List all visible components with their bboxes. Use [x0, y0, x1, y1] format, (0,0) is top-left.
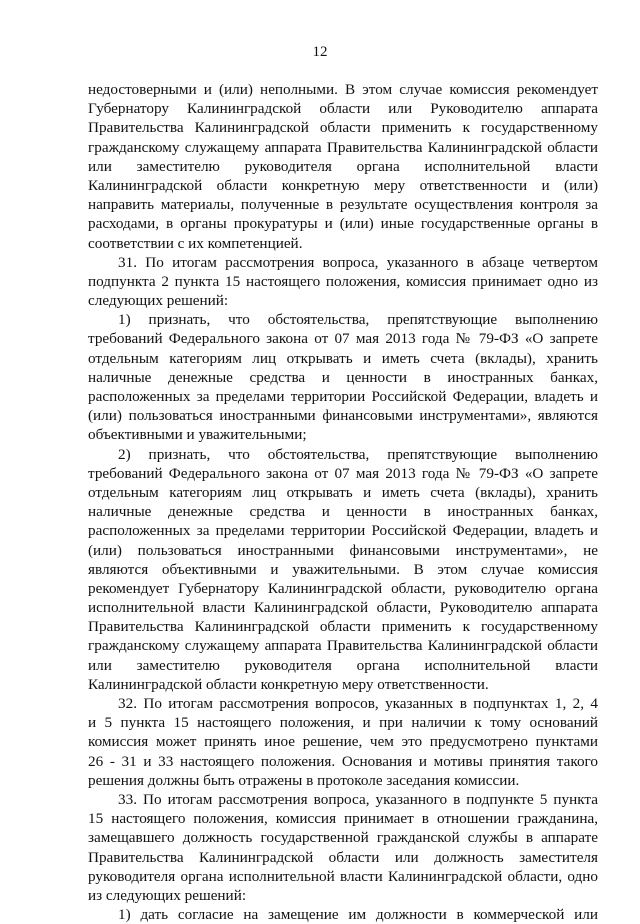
text-line: Губернатору Калининградской области или Руководителю аппарата	[88, 100, 598, 118]
text-line: 15 настоящего положения, комиссия принимает в отношении гражданина,	[88, 810, 598, 828]
text-line: 1) признать, что обстоятельства, препятствующие выполнению	[118, 311, 598, 329]
text-line: или заместителю руководителя органа исполнительной власти	[88, 656, 598, 674]
text-line: требований Федерального закона от 07 мая 2013 года № 79-ФЗ «О запрете	[88, 464, 598, 482]
text-line: отдельным категориям лиц открывать и иметь счета (вклады), хранить	[88, 349, 598, 367]
text-line: наличные денежные средства и ценности в иностранных банках,	[88, 368, 598, 386]
text-line: недостоверными и (или) неполными. В этом случае комиссия рекомендует	[88, 81, 598, 98]
text-line: исполнительной власти Калининградской области, Руководителю аппарата	[88, 599, 598, 617]
text-line: (или) пользоваться иностранными финансовыми инструментами», являются	[88, 407, 598, 425]
text-line: расходами, в органы прокуратуры и (или) иные государственные органы в	[88, 215, 598, 233]
text-line: 32. По итогам рассмотрения вопросов, указанных в подпунктах 1, 2, 4	[118, 695, 598, 712]
text-line: 33. По итогам рассмотрения вопроса, указанного в подпункте 5 пункта	[118, 790, 598, 808]
text-line: требований Федерального закона от 07 мая 2013 года № 79-ФЗ «О запрете	[88, 330, 598, 348]
text-line: решения должны быть отражены в протоколе заседания комиссии.	[88, 771, 520, 789]
text-line: направить материалы, полученные в результате осуществления контроля за	[88, 196, 598, 214]
text-line: расположенных за пределами территории Российской Федерации, владеть и	[88, 388, 598, 405]
text-line: гражданскому служащему аппарата Правительства Калининградской области	[88, 138, 598, 156]
text-line: или заместителю руководителя органа исполнительной власти	[88, 157, 598, 175]
text-line: отдельным категориям лиц открывать и иметь счета (вклады), хранить	[88, 483, 598, 501]
text-line: и 5 пункта 15 настоящего положения, и при наличии к тому оснований	[88, 714, 598, 732]
text-line: рекомендует Губернатору Калининградской области, руководителю органа	[88, 579, 598, 597]
text-line: из следующих решений:	[88, 886, 247, 904]
text-line: 2) признать, что обстоятельства, препятствующие выполнению	[118, 445, 598, 463]
body-text	[88, 80, 598, 924]
text-line: подпункта 2 пункта 15 настоящего положения, комиссия принимает одно из	[88, 272, 598, 290]
text-line: Правительства Калининградской области или должность заместителя	[88, 848, 598, 866]
text-line: Калининградской области конкретную меру ответственности.	[88, 675, 489, 693]
text-line: 31. По итогам рассмотрения вопроса, указанного в абзаце четвертом	[118, 253, 598, 271]
text-line: Правительства Калининградской области применить к государственному	[88, 618, 598, 636]
text-line: (или) пользоваться иностранными финансовыми инструментами», не	[88, 541, 598, 559]
page-number: 12	[312, 44, 328, 60]
text-line: Правительства Калининградской области применить к государственному	[88, 119, 598, 137]
text-line: Калининградской области конкретную меру ответственности и (или)	[88, 176, 598, 194]
text-line: следующих решений:	[88, 292, 229, 310]
text-line: 1) дать согласие на замещение им должности в коммерческой или	[118, 906, 598, 924]
text-line: наличные денежные средства и ценности в иностранных банках,	[88, 503, 598, 521]
text-line: руководителя органа исполнительной власти Калининградской области, одно	[88, 867, 598, 885]
text-line: являются объективными и уважительными. В этом случае комиссия	[88, 560, 598, 578]
text-line: расположенных за пределами территории Российской Федерации, владеть и	[88, 522, 598, 540]
text-line: замещавшего должность государственной гражданской службы в аппарате	[88, 829, 598, 847]
text-line: гражданскому служащему аппарата Правительства Калининградской области	[88, 637, 598, 655]
text-line: комиссия может принять иное решение, чем это предусмотрено пунктами	[88, 733, 598, 751]
text-line: соответствии с их компетенцией.	[88, 234, 303, 252]
text-line: объективными и уважительными;	[88, 426, 307, 444]
text-line: 26 - 31 и 33 настоящего положения. Основания и мотивы принятия такого	[88, 752, 598, 770]
